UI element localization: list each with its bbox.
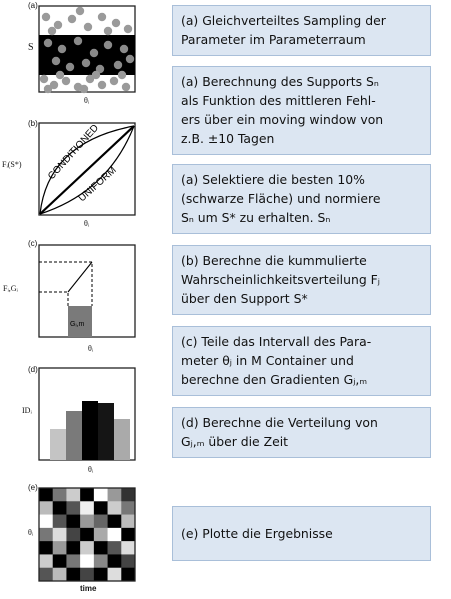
- sample-point: [48, 27, 56, 35]
- heatmap-cell: [39, 528, 53, 542]
- panel-c: [0, 238, 160, 358]
- sample-point: [114, 61, 122, 69]
- sample-point: [56, 71, 64, 79]
- step-4-line-3: über den Support S*: [181, 291, 308, 306]
- step-3-line-3: Sₙ um S* zu erhalten. Sₙ: [181, 210, 331, 225]
- panel-a-label: (a): [28, 1, 38, 10]
- step-2-line-2: als Funktion des mittleren Fehl-: [181, 93, 376, 108]
- heatmap-cell: [94, 501, 108, 515]
- heatmap-cell: [121, 488, 135, 502]
- heatmap-cell: [121, 501, 135, 515]
- heatmap-cell: [39, 554, 53, 568]
- heatmap-cell: [94, 528, 108, 542]
- sample-point: [118, 71, 126, 79]
- heatmap-cell: [121, 568, 135, 582]
- sample-point: [76, 7, 84, 15]
- heatmap-grid: [39, 488, 135, 581]
- heatmap-cell: [108, 488, 122, 502]
- heatmap-cell: [108, 554, 122, 568]
- panel-e: [0, 482, 160, 599]
- sample-point: [68, 15, 76, 23]
- heatmap-cell: [39, 541, 53, 555]
- sample-point: [54, 21, 62, 29]
- heatmap-cell: [66, 488, 80, 502]
- panel-a-ylabel: S: [28, 42, 34, 53]
- heatmap-cell: [66, 568, 80, 582]
- panel-d: [0, 364, 160, 476]
- curve-uniform-label: UNIFORM: [76, 164, 119, 205]
- sample-point: [122, 83, 130, 91]
- sample-point: [66, 63, 74, 71]
- panel-a-xlabel: θᵢ: [84, 96, 90, 105]
- panel-c-ylabel: Fᵢ,Gᵢ: [3, 284, 18, 293]
- heatmap-cell: [66, 528, 80, 542]
- panel-b: [0, 118, 160, 230]
- step-6-line-2: Gⱼ,ₘ über die Zeit: [181, 434, 289, 449]
- panel-b-ylabel: Fᵢ(S*): [2, 160, 22, 169]
- sample-point: [42, 13, 50, 21]
- step-5-line-3: berechne den Gradienten Gⱼ,ₘ: [181, 372, 368, 387]
- panel-d-plot: [38, 367, 148, 463]
- heatmap-cell: [53, 501, 67, 515]
- heatmap-cell: [80, 554, 94, 568]
- sample-point: [98, 81, 106, 89]
- heatmap-cell: [121, 554, 135, 568]
- step-box-5: [172, 326, 431, 396]
- heatmap-cell: [53, 568, 67, 582]
- heatmap-cell: [53, 515, 67, 529]
- panel-a-plot: [38, 5, 148, 95]
- heatmap-cell: [121, 541, 135, 555]
- heatmap-cell: [39, 568, 53, 582]
- sample-point: [84, 23, 92, 31]
- sample-point: [124, 25, 132, 33]
- panel-b-label: (b): [28, 119, 38, 128]
- sample-point: [52, 57, 60, 65]
- heatmap-cell: [108, 541, 122, 555]
- heatmap-cell: [121, 528, 135, 542]
- panel-e-plot: [38, 487, 148, 587]
- step-box-4: [172, 245, 431, 315]
- step-box-1: [172, 5, 431, 56]
- heatmap-cell: [39, 501, 53, 515]
- heatmap-cell: [80, 528, 94, 542]
- sample-point: [44, 39, 52, 47]
- sample-point: [110, 77, 118, 85]
- panel-c-label: (c): [28, 239, 38, 248]
- heatmap-cell: [108, 515, 122, 529]
- heatmap-cell: [108, 501, 122, 515]
- step-box-7: [172, 506, 431, 561]
- sample-point: [82, 59, 90, 67]
- step-2-line-4: z.B. ±10 Tagen: [181, 131, 275, 146]
- step-4-line-1: (b) Berechne die kummulierte: [181, 253, 367, 268]
- sample-point: [80, 85, 88, 93]
- heatmap-cell: [108, 568, 122, 582]
- sample-point: [104, 27, 112, 35]
- panel-b-xlabel: θᵢ: [84, 219, 90, 228]
- sample-point: [58, 45, 66, 53]
- panel-d-xlabel: θᵢ: [88, 465, 94, 474]
- heatmap-cell: [94, 515, 108, 529]
- heatmap-cell: [53, 528, 67, 542]
- step-3-line-1: (a) Selektiere die besten 10%: [181, 172, 365, 187]
- sample-point: [112, 19, 120, 27]
- heatmap-cell: [53, 488, 67, 502]
- step-5-line-1: (c) Teile das Intervall des Para-: [181, 334, 372, 349]
- bar-label: Gᵢ,m: [70, 321, 85, 328]
- step-box-3: [172, 164, 431, 234]
- heatmap-cell: [94, 488, 108, 502]
- heatmap-cell: [66, 515, 80, 529]
- step-box-6: [172, 407, 431, 458]
- sample-point: [98, 13, 106, 21]
- panel-a: [0, 0, 160, 112]
- sample-point: [62, 77, 70, 85]
- sample-point: [44, 85, 52, 93]
- heatmap-cell: [80, 501, 94, 515]
- step-2-line-1: (a) Berechnung des Supports Sₙ: [181, 74, 379, 89]
- step-6-line-1: (d) Berechne die Verteilung von: [181, 415, 378, 430]
- heatmap-cell: [121, 515, 135, 529]
- heatmap-cell: [80, 568, 94, 582]
- step-1-line-2: Parameter im Parameterraum: [181, 32, 366, 47]
- panel-e-label: (e): [28, 483, 38, 492]
- step-2-line-3: ers über ein moving window von: [181, 112, 384, 127]
- step-box-2: [172, 66, 431, 155]
- sample-point: [92, 71, 100, 79]
- heatmap-cell: [94, 568, 108, 582]
- panel-b-plot: [38, 122, 148, 218]
- heatmap-cell: [66, 501, 80, 515]
- heatmap-cell: [80, 488, 94, 502]
- heatmap-cell: [53, 554, 67, 568]
- sample-point: [40, 75, 48, 83]
- sample-point: [74, 37, 82, 45]
- panel-d-ylabel: IDᵢ: [22, 406, 32, 415]
- heatmap-cell: [80, 541, 94, 555]
- step-1-line-1: (a) Gleichverteiltes Sampling der: [181, 13, 386, 28]
- panel-c-xlabel: θᵢ: [88, 344, 94, 353]
- panel-e-ylabel: θᵢ: [28, 528, 34, 537]
- step-4-line-2: Wahrscheinlichkeitsverteilung Fⱼ: [181, 272, 380, 287]
- step-7-line-1: (e) Plotte die Ergebnisse: [181, 526, 333, 541]
- heatmap-cell: [53, 541, 67, 555]
- step-3-line-2: (schwarze Fläche) und normiere: [181, 191, 381, 206]
- panel-d-label: (d): [28, 365, 38, 374]
- panel-e-xlabel: time: [80, 584, 97, 593]
- step-5-line-2: meter θⱼ in M Container und: [181, 353, 354, 368]
- sample-point: [126, 55, 134, 63]
- sample-point: [104, 41, 112, 49]
- heatmap-cell: [94, 554, 108, 568]
- sample-point: [90, 49, 98, 57]
- heatmap-cell: [66, 541, 80, 555]
- heatmap-cell: [39, 488, 53, 502]
- curve-conditioned-label: CONDITIONED: [46, 122, 102, 183]
- sample-point: [120, 45, 128, 53]
- heatmap-cell: [66, 554, 80, 568]
- panel-c-plot: [38, 244, 148, 340]
- heatmap-cell: [39, 515, 53, 529]
- heatmap-cell: [80, 515, 94, 529]
- heatmap-cell: [94, 541, 108, 555]
- heatmap-cell: [108, 528, 122, 542]
